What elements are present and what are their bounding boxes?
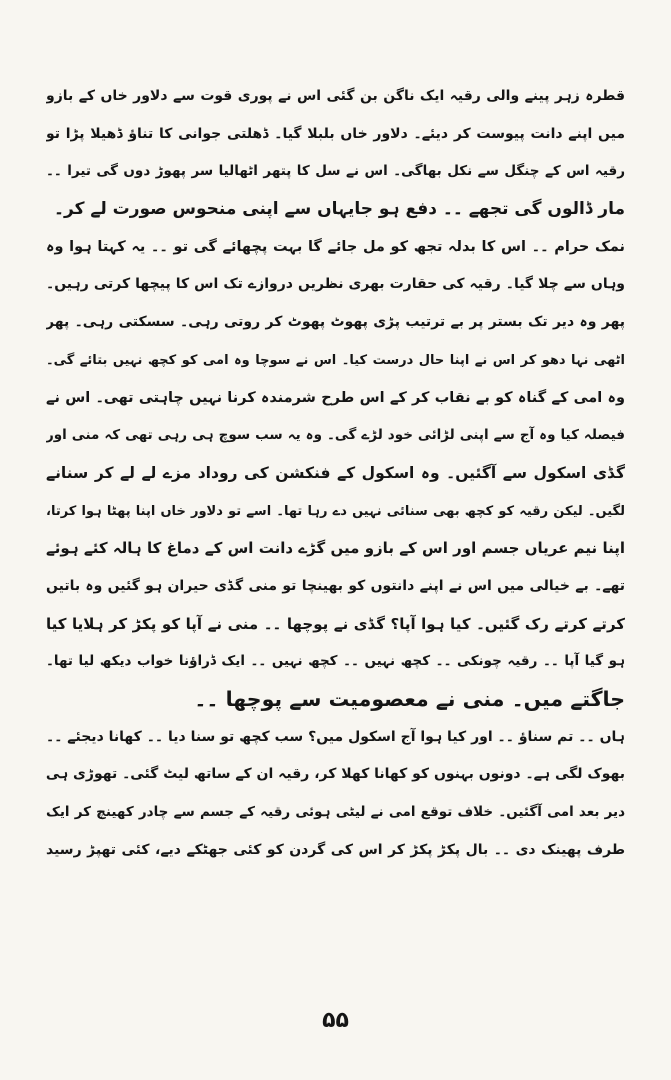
text-line: نمک حرام ۔۔ اس کا بدلہ تجھ کو مل جائے گا بہت پچھائے گی تو ۔۔ یہ کہتا ہوا وہ bbox=[46, 238, 625, 255]
text-line: لگیں۔ لیکن رقیہ کو کچھ بھی سنائی نہیں دے رہا تھا۔ اسے تو دلاور خاں اپنا پھٹا ہوا کرتا، bbox=[46, 503, 625, 519]
text-line: ہو گیا آپا ۔۔ رقیہ چونکی ۔۔ کچھ نہیں ۔۔ کچھ نہیں ۔۔ ایک ڈراؤنا خواب دیکھ لیا تھا۔ bbox=[46, 653, 625, 670]
text-line: اٹھی نہا دھو کر اس نے اپنا حال درست کیا۔ اس نے سوچا وہ امی کو کچھ نہیں بتائے گی۔ bbox=[46, 352, 625, 368]
text-line: جاگتے میں۔ منی نے معصومیت سے پوچھا ۔۔ bbox=[194, 687, 625, 711]
text-line: دیر بعد امی آگئیں۔ خلاف توقع امی نے لیٹی ہوئی رقیہ کے جسم سے چادر کھینچ کر ایک bbox=[46, 804, 625, 821]
page-number: ۵۵ bbox=[322, 1008, 349, 1033]
text-line: مار ڈالوں گی تجھے ۔۔ دفع ہو جایہاں سے اپنی منحوس صورت لے کر۔ bbox=[54, 199, 625, 220]
text-line: فیصلہ کیا وہ آج سے اپنی لڑائی خود لڑے گی۔ وہ یہ سب سوچ ہی رہی تھی کہ منی اور bbox=[46, 427, 625, 444]
text-line: تھے۔ بے خیالی میں اس نے اپنے دانتوں کو بھینچا تو منی گڈی حیران ہو گئیں وہ باتیں bbox=[46, 577, 625, 594]
text-line: طرف پھینک دی ۔۔ بال پکڑ پکڑ کر اس کی گردن کو کئی جھٹکے دیے، کئی تھپڑ رسید bbox=[46, 841, 625, 858]
text-line: کرتے کرتے رک گئیں۔ کیا ہوا آپا؟ گڈی نے پوچھا ۔۔ منی نے آپا کو پکڑ کر ہلایا کیا bbox=[46, 614, 625, 633]
text-line: گڈی اسکول سے آگئیں۔ وہ اسکول کے فنکشن کی روداد مزے لے لے کر سنانے bbox=[46, 463, 625, 482]
text-line: قطرہ زہر پینے والی رقیہ ایک ناگن بن گئی اس نے پوری قوت سے دلاور خاں کے بازو bbox=[46, 88, 625, 104]
body-text bbox=[46, 78, 625, 869]
text-line: اپنا نیم عریاں جسم اور اس کے بازو میں گڑے دانت اس کے دماغ کا ہالہ کئے ہوئے bbox=[46, 539, 625, 558]
text-line: وہاں سے چلا گیا۔ رقیہ کی حقارت بھری نظریں دروازے تک اس کا پیچھا کرتی رہیں۔ bbox=[46, 276, 625, 293]
text-line: پھر وہ دیر تک بستر پر بے ترتیب پڑی پھوٹ پھوٹ کر روتی رہی۔ سسکتی رہی۔ پھر bbox=[46, 314, 625, 331]
text-line: وہ امی کے گناہ کو بے نقاب کر کے اس طرح شرمندہ کرنا نہیں چاہتی تھی۔ اس نے bbox=[46, 389, 625, 406]
text-line: میں اپنے دانت پیوست کر دیئے۔ دلاور خاں بلبلا گیا۔ ڈھلتی جوانی کا تناؤ ڈھیلا پڑا تو bbox=[46, 125, 625, 142]
text-line: بھوک لگی ہے۔ دونوں بہنوں کو کھانا کھلا کر، رقیہ ان کے ساتھ لیٹ گئی۔ تھوڑی ہی bbox=[46, 766, 625, 783]
text-line: رقیہ اس کے چنگل سے نکل بھاگی۔ اس نے سل کا پتھر اٹھالیا سر پھوڑ دوں گی تیرا ۔۔ bbox=[46, 163, 625, 180]
text-line: ہاں ۔۔ تم سناؤ ۔۔ اور کیا ہوا آج اسکول میں؟ سب کچھ تو سنا دیا ۔۔ کھانا دیجئے ۔۔ bbox=[46, 728, 625, 745]
